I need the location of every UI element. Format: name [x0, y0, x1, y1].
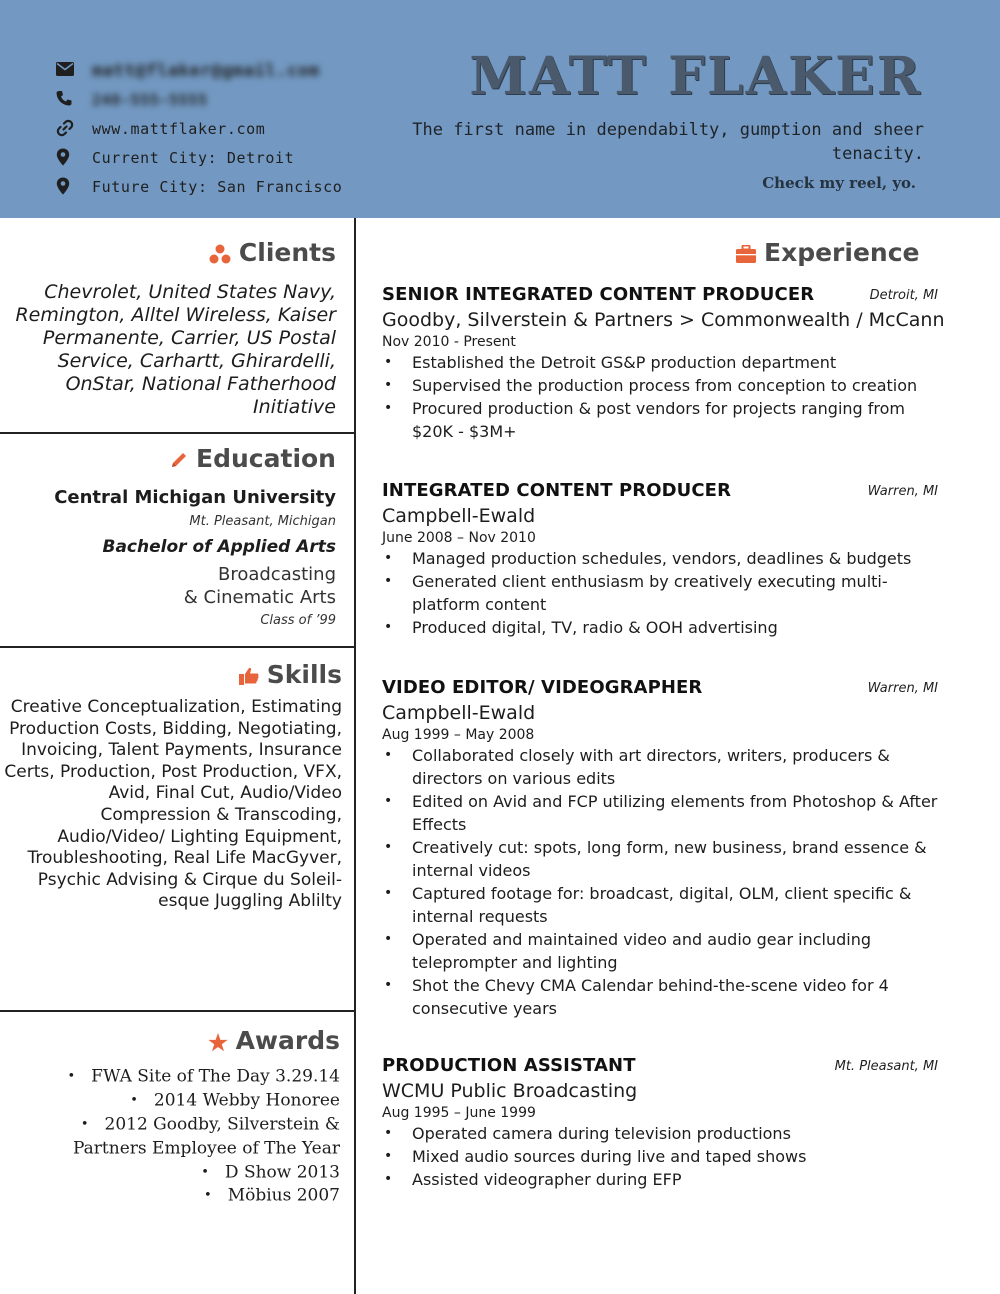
list-item: • Shot the Chevy CMA Calendar behind-the-scene video for 4 consecutive years	[382, 974, 942, 1020]
section-divider	[0, 646, 355, 648]
future-city-text: Future City: San Francisco	[92, 178, 343, 196]
job-title: SENIOR INTEGRATED CONTENT PRODUCER	[382, 284, 815, 305]
job-bullets	[382, 744, 942, 1020]
star-icon	[208, 1033, 228, 1052]
job-location: Detroit, MI	[869, 288, 938, 303]
list-item: • Managed production schedules, vendors, deadlines & budgets	[382, 547, 942, 570]
thumbs-up-icon	[239, 667, 259, 685]
education-section	[0, 444, 336, 628]
list-item: • Generated client enthusiasm by creatively executing multi-platform content	[382, 570, 942, 616]
list-item: • Captured footage for: broadcast, digital, OLM, client specific & internal requests	[382, 882, 942, 928]
education-heading: Education	[0, 444, 336, 473]
job-title: INTEGRATED CONTENT PRODUCER	[382, 480, 732, 501]
contact-phone[interactable]	[56, 87, 376, 116]
list-item: • Procured production & post vendors for projects ranging from $20K - $3M+	[382, 397, 942, 443]
job-entry	[382, 284, 945, 443]
contact-list	[56, 58, 376, 203]
job-entry	[382, 480, 942, 639]
job-entry	[382, 1055, 942, 1191]
clients-heading: Clients	[0, 238, 336, 267]
current-city-text: Current City: Detroit	[92, 149, 295, 167]
list-item: • Möbius 2007	[0, 1184, 340, 1208]
skills-heading: Skills	[0, 660, 342, 689]
list-item: • Edited on Avid and FCP utilizing elements from Photoshop & After Effects	[382, 790, 942, 836]
class-year: Class of ’99	[260, 613, 336, 628]
header-band	[0, 0, 1000, 218]
list-item: • Operated camera during television productions	[382, 1122, 942, 1145]
job-dates: Aug 1999 – May 2008	[382, 727, 535, 743]
job-title: PRODUCTION ASSISTANT	[382, 1055, 636, 1076]
skills-section	[0, 660, 342, 913]
contact-future-city	[56, 174, 376, 203]
list-item: • Operated and maintained video and audio gear including teleprompter and lighting	[382, 928, 942, 974]
job-company: WCMU Public Broadcasting	[382, 1080, 638, 1102]
awards-heading: Awards	[0, 1026, 340, 1055]
contact-website[interactable]	[56, 116, 376, 145]
awards-list	[0, 1065, 340, 1208]
degree: Bachelor of Applied Arts	[102, 537, 336, 557]
list-item: • Mixed audio sources during live and taped shows	[382, 1145, 942, 1168]
job-bullets	[382, 351, 942, 443]
tagline: The first name in dependabilty, gumption and sheer tenacity.	[412, 120, 924, 164]
list-item: • Assisted videographer during EFP	[382, 1168, 942, 1191]
job-dates: June 2008 – Nov 2010	[382, 530, 536, 546]
job-bullets	[382, 547, 942, 639]
school-location: Mt. Pleasant, Michigan	[189, 514, 336, 529]
school-name: Central Michigan University	[54, 487, 336, 508]
job-dates: Nov 2010 - Present	[382, 334, 516, 350]
cluster-icon	[209, 244, 231, 264]
job-location: Mt. Pleasant, MI	[834, 1059, 938, 1074]
job-company: Campbell-Ewald	[382, 702, 536, 724]
job-entry	[382, 677, 942, 1020]
job-location: Warren, MI	[867, 484, 938, 499]
job-location: Warren, MI	[867, 681, 938, 696]
contact-current-city	[56, 145, 376, 174]
job-company: Goodby, Silverstein & Partners > Commonwealth / McCann	[382, 309, 945, 331]
section-divider	[0, 432, 355, 434]
job-bullets	[382, 1122, 942, 1191]
list-item: Partners Employee of The Year	[73, 1137, 340, 1158]
experience-heading: Experience	[736, 238, 919, 267]
list-item: • Produced digital, TV, radio & OOH advertising	[382, 616, 942, 639]
link-icon	[56, 119, 78, 139]
major: Broadcasting & Cinematic Arts	[183, 564, 336, 608]
section-divider	[0, 1010, 355, 1012]
contact-email[interactable]	[56, 58, 376, 87]
job-dates: Aug 1995 – June 1999	[382, 1105, 536, 1121]
job-title: VIDEO EDITOR/ VIDEOGRAPHER	[382, 677, 703, 698]
skills-list: Creative Conceptualization, Estimating Production Costs, Bidding, Negotiating, Invoicing, Talent Payments, Insurance Certs, Production, Post Production, VFX, Avid, Final Cut, Audio/Video Compression & Transcoding, Audio/Video/ Lighting Equipment, Troubleshooting, Real Life MacGyver, Psychic Advising & Cirque du Soleil-esque Juggling Ablilty	[4, 697, 342, 912]
list-item: • FWA Site of The Day 3.29.14	[0, 1065, 340, 1089]
list-item: • Collaborated closely with art directors, writers, producers & directors on various edits	[382, 744, 942, 790]
phone-icon	[56, 90, 78, 110]
clients-section	[0, 238, 336, 419]
email-text: matt@flaker@gmail.com	[92, 61, 320, 81]
awards-section	[0, 1026, 340, 1208]
list-item: • Creatively cut: spots, long form, new business, brand essence & internal videos	[382, 836, 942, 882]
job-company: Campbell-Ewald	[382, 505, 536, 527]
clients-list: Chevrolet, United States Navy, Remington, Alltel Wireless, Kaiser Permanente, Carrier, US Postal Service, Carhartt, Ghirardelli, OnStar, National Fatherhood Initiative	[15, 281, 336, 418]
map-pin-icon	[56, 148, 78, 168]
list-item: • Established the Detroit GS&P production department	[382, 351, 942, 374]
map-pin-icon	[56, 177, 78, 197]
envelope-icon	[56, 61, 78, 81]
list-item: • 2012 Goodby, Silverstein &	[0, 1113, 340, 1137]
candidate-name: MATT FLAKER	[469, 46, 922, 107]
reel-link[interactable]: Check my reel, yo.	[762, 174, 916, 192]
pencil-icon	[170, 451, 188, 469]
phone-text: 248-555-5555	[92, 91, 208, 109]
list-item: • D Show 2013	[0, 1161, 340, 1185]
column-divider	[354, 218, 356, 1294]
website-link[interactable]: www.mattflaker.com	[92, 120, 266, 138]
briefcase-icon	[736, 245, 756, 263]
list-item: • 2014 Webby Honoree	[0, 1089, 340, 1113]
list-item: • Supervised the production process from conception to creation	[382, 374, 942, 397]
